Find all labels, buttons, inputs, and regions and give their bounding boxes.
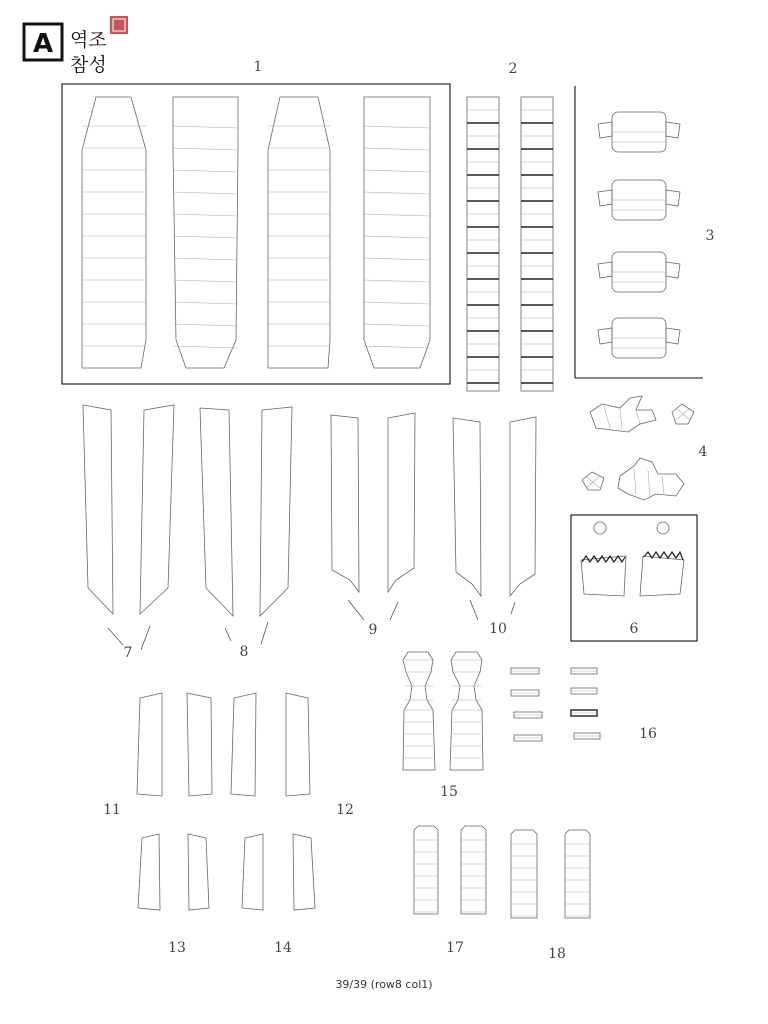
part-1-fold-line — [173, 170, 238, 172]
part-4-piece-c — [582, 472, 604, 490]
part-label-1: 1 — [253, 59, 263, 75]
part-9-leader-b — [390, 602, 398, 620]
part-6-circle-b — [657, 522, 669, 534]
part-16-pieces — [511, 668, 600, 741]
part-3-pieces — [598, 112, 680, 358]
part-1-fold-line — [364, 126, 430, 128]
part-15-piece-a — [403, 652, 435, 770]
part-label-11: 11 — [103, 802, 121, 818]
part-label-12: 12 — [336, 802, 354, 818]
part-1-fold-lines — [82, 126, 430, 348]
part-7-piece-b — [140, 405, 174, 614]
badge-letter: A — [32, 29, 54, 59]
part-4-pieces — [582, 396, 694, 500]
parts-17-18-fold-lines — [414, 840, 590, 916]
part-1-piece-b — [173, 97, 238, 368]
part-1-fold-line — [173, 192, 238, 194]
part-1-fold-line — [364, 236, 430, 238]
part-14-piece-a — [242, 834, 263, 910]
part-8-piece-a — [200, 408, 233, 616]
part-label-6: 6 — [629, 621, 639, 637]
part-3-piece-flap-right — [666, 328, 680, 344]
part-18-piece-b — [565, 830, 590, 918]
part-15-pieces — [403, 652, 483, 770]
brand-line1: 역조 — [70, 29, 107, 51]
part-3-piece — [598, 252, 680, 292]
sheet-badge — [24, 24, 62, 60]
part-3-piece-flap-right — [666, 190, 680, 206]
part-label-15: 15 — [440, 784, 458, 800]
part-1-fold-line — [364, 192, 430, 194]
part-7-leader-a — [108, 628, 123, 645]
part-14-piece-b — [293, 834, 315, 910]
part-9-leader-a — [348, 600, 364, 620]
part-label-16: 16 — [639, 726, 657, 742]
part-8-piece-b — [260, 407, 292, 616]
part-label-14: 14 — [274, 940, 292, 956]
part-1-fold-line — [364, 148, 430, 150]
part-3-piece-flap-left — [598, 190, 612, 206]
part-6-piece-b-teeth — [644, 552, 683, 560]
parts-7-10-leader-lines — [108, 600, 515, 650]
part-label-8: 8 — [239, 644, 249, 660]
part-3-piece — [598, 318, 680, 358]
part-12-piece-a — [231, 693, 256, 796]
part-10-piece-b — [510, 417, 536, 596]
part-label-9: 9 — [368, 622, 378, 638]
part-1-fold-line — [173, 236, 238, 238]
part-3-piece-flap-right — [666, 122, 680, 138]
part-10-piece-a — [453, 418, 481, 596]
part-11-piece-a — [137, 693, 162, 796]
part-1-frame — [62, 84, 450, 384]
parts-7-10-strips — [83, 405, 536, 650]
part-13-piece-a — [138, 834, 160, 910]
part-2-piece-a — [467, 97, 499, 391]
part-1-fold-line — [364, 214, 430, 216]
part-label-2: 2 — [508, 61, 518, 77]
part-10-leader-a — [470, 600, 478, 620]
part-1-piece-a — [82, 97, 146, 368]
part-label-13: 13 — [168, 940, 186, 956]
part-6-piece-a — [581, 556, 626, 596]
part-6-circle-a — [594, 522, 606, 534]
part-2-piece-b — [521, 97, 553, 391]
part-2-fold-lines — [467, 110, 553, 383]
part-8-leader-b — [261, 622, 268, 644]
brand-line2: 참성 — [70, 54, 107, 76]
part-8-leader-a — [225, 628, 231, 641]
parts-11-14-pieces — [137, 693, 315, 910]
part-1-fold-line — [364, 324, 430, 326]
part-label-7: 7 — [123, 645, 133, 661]
part-1-fold-line — [173, 280, 238, 282]
part-12-piece-b — [286, 693, 310, 796]
part-6-pieces — [581, 522, 684, 596]
part-7-piece-a — [83, 405, 113, 614]
part-3-piece-flap-left — [598, 328, 612, 344]
part-label-3: 3 — [705, 228, 715, 244]
part-label-17: 17 — [446, 940, 464, 956]
part-label-10: 10 — [489, 621, 507, 637]
part-4-piece-d — [618, 458, 684, 500]
part-1-piece-d — [364, 97, 430, 368]
part-9-piece-b — [388, 413, 415, 592]
page-footer: 39/39 (row8 col1) — [335, 978, 433, 991]
part-6-piece-b — [640, 556, 684, 596]
part-13-piece-b — [188, 834, 209, 910]
part-15-piece-b — [450, 652, 483, 770]
part-10-leader-b — [511, 602, 515, 614]
part-4-piece-d-folds — [634, 468, 664, 498]
part-1-pieces — [82, 97, 430, 368]
part-3-piece — [598, 180, 680, 220]
part-1-fold-line — [364, 302, 430, 304]
part-1-fold-line — [173, 258, 238, 260]
part-6-piece-a-teeth — [582, 556, 625, 562]
part-4-piece-a — [590, 396, 656, 432]
part-1-fold-line — [173, 346, 238, 348]
part-3-piece-flap-left — [598, 262, 612, 278]
part-7-leader-b — [141, 626, 150, 650]
part-4-piece-a-folds — [604, 406, 640, 430]
part-1-fold-line — [173, 324, 238, 326]
part-1-fold-line — [173, 302, 238, 304]
part-label-4: 4 — [698, 444, 708, 460]
part-9-piece-a — [331, 415, 359, 592]
part-1-fold-line — [364, 280, 430, 282]
part-3-piece-flap-left — [598, 122, 612, 138]
part-label-18: 18 — [548, 946, 566, 962]
part-11-piece-b — [187, 693, 212, 796]
part-1-fold-line — [173, 148, 238, 150]
parts-17-18-pieces — [414, 826, 590, 918]
part-4-piece-b-folds — [676, 408, 690, 420]
part-4-piece-c-folds — [586, 476, 600, 488]
part-1-fold-line — [173, 214, 238, 216]
part-18-piece-a — [511, 830, 537, 918]
part-1-fold-line — [364, 170, 430, 172]
part-3-piece — [598, 112, 680, 152]
brand-logo — [70, 16, 128, 76]
part-17-piece-a — [414, 826, 438, 914]
part-number-labels — [103, 59, 714, 962]
part-1-fold-line — [173, 126, 238, 128]
part-2-pieces — [467, 97, 553, 391]
part-1-fold-line — [364, 258, 430, 260]
part-1-piece-c — [268, 97, 330, 368]
part-3-piece-flap-right — [666, 262, 680, 278]
part-17-piece-b — [461, 826, 486, 914]
part-1-fold-line — [364, 346, 430, 348]
part-15-fold-lines — [405, 660, 481, 758]
